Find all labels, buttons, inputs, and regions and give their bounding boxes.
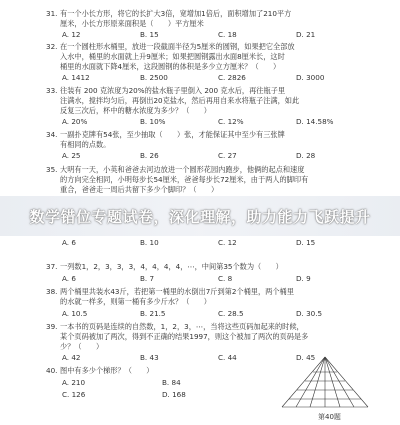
question-34-line2: 有相同的点数。	[60, 140, 111, 149]
question-32-line2: 入水中，桶里的水面就上升9厘米；如果把圆钢露出水面8厘米长，这时	[60, 52, 285, 61]
question-33-line3: 反复三次后，杯中的糖水浓度为多少？（ ）	[60, 106, 211, 115]
question-33-options: A. 20% B. 10% C. 12% D. 14.58%	[62, 117, 334, 126]
question-34: 34. 一副扑克牌有54张，至少抽取（ ）张，才能保证其中至少有三张牌	[46, 130, 285, 139]
question-39: 39. 一本书的页码是连续的自然数，1，2，3，⋯，当将这些页码加起来的时候，	[46, 322, 304, 331]
question-37-options: A. 6 B. 7 C. 8 D. 9	[62, 274, 311, 283]
question-34-options: A. 25 B. 26 C. 27 D. 28	[62, 151, 316, 160]
question-38: 38. 两个桶里共装水43斤，若把第一桶里的水倒出7斤到第2个桶里，两个桶里	[46, 287, 294, 296]
question-31-options: A. 12 B. 15 C. 18 D. 21	[62, 30, 316, 39]
banner-title: 数学错位专题试卷，深化理解，助力能力飞跃提升	[29, 208, 371, 226]
question-35-options: A. 6 B. 10 C. 12 D. 15	[62, 238, 316, 247]
figure-caption: 第40题	[318, 413, 341, 421]
question-32: 32. 在一个圆柱形水桶里，放进一段截面半径为5厘米的圆钢，如果把它全部放	[46, 42, 295, 51]
question-31: 31. 有一个小长方形，将它的长扩大3倍，宽增加1倍后，面积增加了210平方	[46, 9, 292, 18]
question-35: 35. 大明有一天，小英和爸爸去河边放进一个圆形花园内跑步，他俩的起点和速度	[46, 165, 305, 174]
question-37: 37. 一列数1，2，3，3，3，4，4，4，4，⋯，中间第35个数为（ ）	[46, 262, 283, 271]
question-39-line2: 某个页码被加了两次，得到不正确的结果1997，则这个被加了两次的页码是多	[60, 332, 309, 341]
question-40-options-row2: C. 126 D. 168	[62, 390, 186, 399]
question-39-line3: 少？（ ）	[60, 342, 104, 351]
trapezoid-figure	[280, 355, 370, 411]
question-38-options: A. 10.5 B. 21.5 C. 28.5 D. 30.5	[62, 309, 323, 318]
question-35-line3: 重合，爸爸走一周后共留下多少个脚印？（ ）	[60, 185, 219, 194]
question-40-options: A. 210 B. 84	[62, 378, 181, 387]
question-39-options: A. 42 B. 43 C. 44 D. 45	[62, 353, 316, 362]
question-33-line2: 注满水，搅拌均匀后，再倒出20克盐水，然后再用自来水将瓶子注满，如此	[60, 96, 300, 105]
question-32-options: A. 1412 B. 2500 C. 2826 D. 3000	[62, 73, 325, 82]
question-40: 40. 图中有多少个梯形？（ ）	[46, 366, 154, 375]
question-35-line2: 的方向完全相同，小明每步长54厘米，爸爸每步长72厘米，由于两人的脚印有	[60, 175, 309, 184]
question-38-line2: 的水就一样多，则第一桶有多少斤水？（ ）	[60, 297, 211, 306]
question-31-line2: 厘米，小长方形原来面积是（ ）平方厘米	[60, 19, 204, 28]
question-33: 33. 往装有 200 克浓度为20%的盐水瓶子里倒入 200 克水后，再往瓶子里	[46, 86, 286, 95]
question-32-line3: 桶里的水面就下降4厘米，这段圆钢的体积是多少立方厘米？（ ）	[60, 62, 281, 71]
